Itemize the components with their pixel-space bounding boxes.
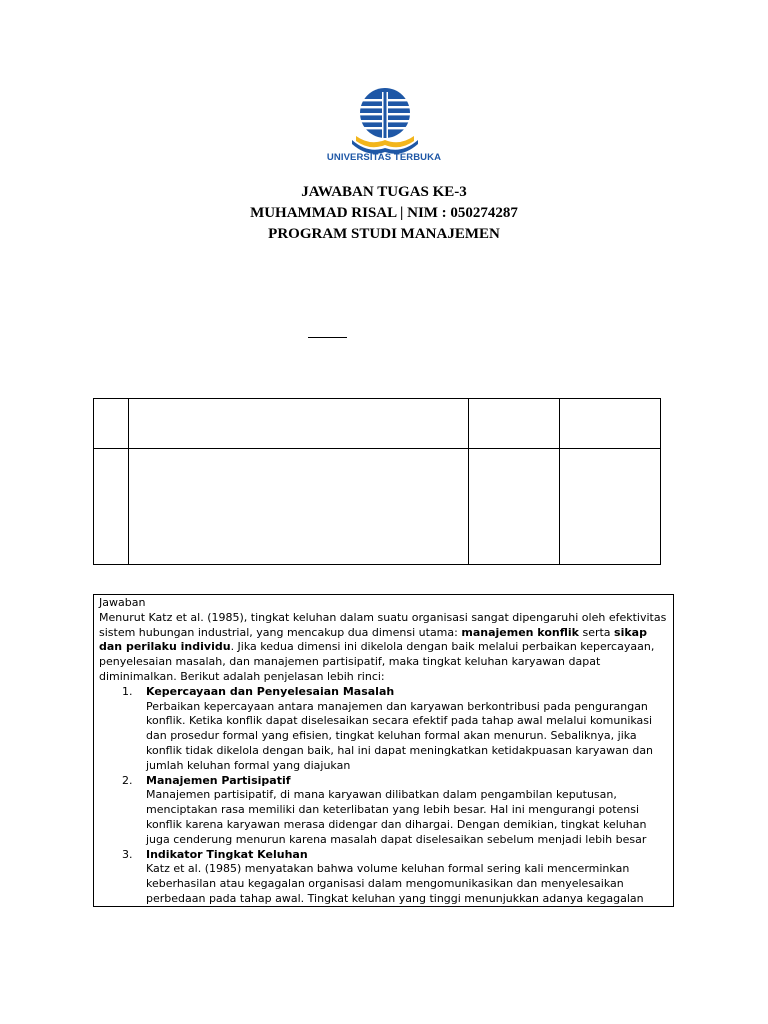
table-cell	[469, 399, 560, 449]
title-student: MUHAMMAD RISAL | NIM : 050274287	[250, 205, 518, 221]
intro-bold-attitude: sikap dan perilaku individu	[99, 625, 647, 654]
point-title: Kepercayaan dan Penyelesaian Masalah	[146, 684, 395, 698]
answer-intro	[99, 611, 669, 685]
table-cell	[129, 449, 469, 565]
table-cell	[469, 449, 560, 565]
point-title: Manajemen Partisipatif	[146, 773, 291, 787]
table-cell	[94, 449, 129, 565]
point-number: 3.	[122, 847, 133, 861]
point-number: 1.	[122, 684, 133, 698]
point-body: Perbaikan kepercayaan antara manajemen dan karyawan berkontribusi pada pengurangan konflik. Ketika konflik dapat diselesaikan secara efektif pada tahap awal melalui komunikasi dan prosedur formal yang efisien, tingkat keluhan formal akan menurun. Sebaliknya, jika konflik tidak dikelola dengan baik, hal ini dapat meningkatkan ketidakpuasan karyawan dan jumlah keluhan formal yang diajukan	[146, 699, 654, 772]
table-cell	[94, 399, 129, 449]
list-item	[99, 685, 669, 774]
title-block	[0, 182, 768, 245]
logo-caption: UNIVERSITAS TERBUKA	[326, 152, 442, 163]
point-number: 2.	[122, 773, 133, 787]
list-item	[99, 848, 669, 907]
intro-text: . Jika kedua dimensi ini dikelola dengan baik melalui perbaikan kepercayaan, penyelesaian masalah, dan manajemen partisipatif, maka tingkat keluhan karyawan dapat diminimalkan. Berikut adalah penjelasan lebih rinci:	[99, 640, 655, 683]
table-cell	[129, 399, 469, 449]
point-body: Manajemen partisipatif, di mana karyawan dilibatkan dalam pengambilan keputusan, menciptakan rasa memiliki dan keterlibatan yang lebih besar. Hal ini mengurangi potensi konflik karena karyawan merasa didengar dan dihargai. Dengan demikian, tingkat keluhan juga cenderung menurun karena masalah dapat diselesaikan sebelum menjadi lebih besar	[146, 788, 647, 846]
short-rule	[308, 337, 347, 338]
answer-box	[93, 594, 674, 907]
title-assignment: JAWABAN TUGAS KE-3	[301, 184, 467, 200]
table-row	[94, 399, 661, 449]
point-title: Indikator Tingkat Keluhan	[146, 847, 308, 861]
answer-label: Jawaban	[99, 596, 146, 609]
intro-text: Menurut Katz et al. (1985), tingkat keluhan dalam suatu organisasi sangat dipengaruhi oleh efektivitas sistem hubungan industrial, yang mencakup dua dimensi utama:	[99, 610, 667, 639]
list-item	[99, 774, 669, 848]
point-body: Katz et al. (1985) menyatakan bahwa volume keluhan formal sering kali mencerminkan keberhasilan atau kegagalan organisasi dalam mengomunikasikan dan menyelesaikan perbedaan pada tahap awal. Tingkat keluhan yang tinggi menunjukkan adanya kegagalan	[146, 862, 644, 905]
table-row	[94, 449, 661, 565]
title-program: PROGRAM STUDI MANAJEMEN	[268, 226, 500, 242]
answer-points	[99, 685, 669, 907]
empty-table	[93, 398, 661, 565]
table-cell	[560, 449, 661, 565]
intro-bold-conflict: manajemen konflik	[461, 625, 579, 639]
intro-text: serta	[578, 625, 615, 639]
table-cell	[560, 399, 661, 449]
